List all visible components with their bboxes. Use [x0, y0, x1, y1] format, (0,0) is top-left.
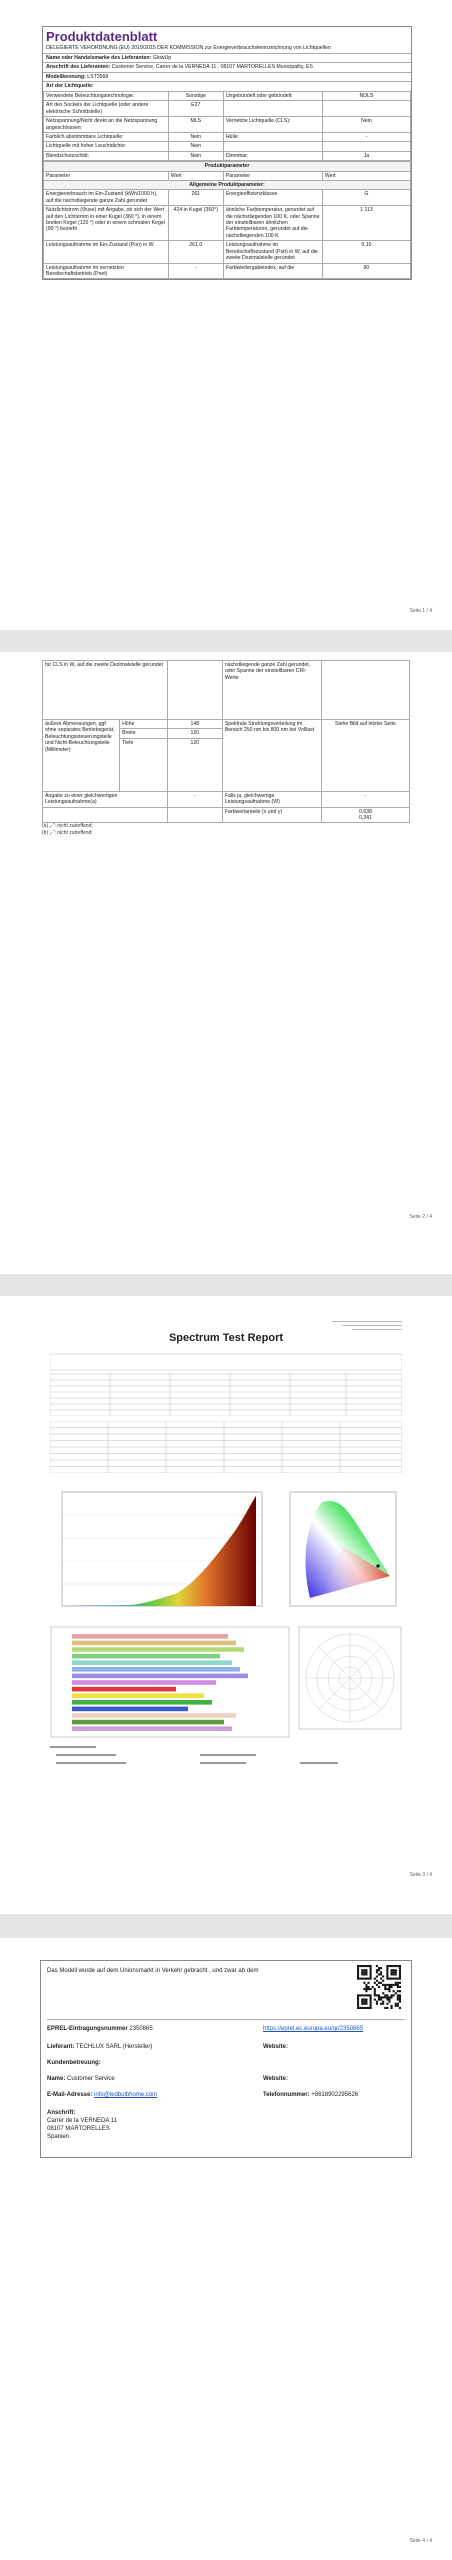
dim-width-label: Breite	[120, 729, 168, 738]
page-title: Produktdatenblatt	[46, 29, 158, 44]
page-number-2: Seite 2 / 4	[409, 1214, 432, 1220]
equiv-value: -	[167, 791, 222, 807]
polar-distribution-chart	[298, 1626, 402, 1730]
cell-a: Nutzlichtstrom (Φuse) mit Angabe, ob sich der Wert auf den Lichtstrom in einer Kugel (360 °), in einem breiten Kegel (120 °) oder in einem schmalen Kegel (90 °) bezieht	[44, 206, 169, 241]
cell-d: Ja	[322, 151, 410, 160]
website2-label: Website:	[263, 2076, 288, 2082]
spectrum-and-cie	[50, 1486, 402, 1616]
table-row	[44, 91, 411, 100]
lieferant-line: Lieferant: TECHLUX SARL (Hersteller)	[47, 2044, 153, 2050]
cri-bar	[72, 1713, 236, 1718]
chroma-x: 0,638	[358, 808, 372, 815]
page-number-3: Seite 3 / 4	[409, 1872, 432, 1878]
cell-c: ähnliche Farbtemperatur, gerundet auf die nächstliegenden 100 K, oder Spanne der einstellbaren ähnlichen Farbtemperaturen, gerundet auf die nächstliegenden 100 K	[223, 206, 322, 241]
cri-label: nächstliegende ganze Zahl gerundet, oder Spanne der einstellbaren CRI-Werte	[222, 661, 321, 720]
light-source-table	[43, 91, 411, 161]
datasheet-box	[42, 26, 412, 280]
cell-b: 424 in Kugel (360°)	[168, 206, 223, 241]
website-label: Website:	[263, 2044, 288, 2050]
page-4	[0, 1938, 452, 2560]
cell-b: Nein	[168, 142, 223, 151]
chroma-label: Farbwertanteile (x und y)	[222, 807, 321, 823]
cri-and-polar	[50, 1626, 402, 1738]
cell-b: Nein	[168, 133, 223, 142]
cell-c: Leistungsaufnahme im Bereitschaftszustand (Psb) in W, auf die zweite Dezimalstelle gerundet	[223, 241, 322, 263]
spectral-value: Siehe Bild auf letzter Seite	[321, 720, 409, 792]
email-link[interactable]: info@ledbulbhome.com	[94, 2092, 158, 2098]
cell-b: MLS	[168, 117, 223, 133]
dim-height-label: Höhe	[120, 720, 168, 729]
cell-a: Energieverbrauch im Ein-Zustand (kWh/1000 h), auf die nächstliegende ganze Zahl gerundet	[44, 190, 169, 206]
dim-width-value: 120	[167, 729, 222, 738]
cri-bar	[72, 1726, 232, 1731]
cri-bar	[72, 1707, 188, 1712]
cell-a: Leistungsaufnahme im vernetzten Bereitschaftsbetrieb (Pnet)	[44, 263, 169, 279]
address-block: Anschrift: Carrer de la VERNEDA 11 08107 MARTORELLES Spanien	[47, 2110, 117, 2140]
customer-name-line: Name: Customer Service	[47, 2076, 115, 2082]
cell-d	[322, 101, 410, 117]
param-header-b: Wert	[168, 171, 223, 180]
cell-c: Dimmbar:	[223, 151, 322, 160]
continued-table	[42, 660, 410, 823]
cell-d: 90	[322, 263, 410, 279]
spectrum-report	[50, 1318, 402, 1779]
allgemeine-heading: Allgemeine Produktparameter:	[44, 181, 411, 190]
dim-depth-value: 120	[167, 738, 222, 791]
table-row	[44, 151, 411, 160]
cri-bar	[72, 1660, 232, 1665]
cell-c: Hülle:	[223, 133, 322, 142]
light-source-type-label: Art der Lichtquelle:	[43, 81, 411, 91]
cri-bar	[72, 1667, 240, 1672]
cell-a: Art des Sockels der Lichtquelle (oder andere elektrische Schnittstelle)	[44, 101, 169, 117]
email-line: E-Mail-Adresse: info@ledbulbhome.com	[47, 2092, 158, 2098]
cri-bar	[72, 1680, 216, 1685]
cri-bar	[72, 1634, 228, 1639]
table-row	[44, 263, 411, 279]
cell-b: E27	[168, 101, 223, 117]
chroma-values	[321, 807, 409, 823]
cell-a: Verwendete Beleuchtungstechnologie:	[44, 91, 169, 100]
param-header-d: Wert	[322, 171, 410, 180]
table-row	[44, 101, 411, 117]
datasheet-box-2	[42, 660, 410, 837]
equiv2-label: Falls ja, gleichwertige Leistungsaufnahme (W)	[222, 791, 321, 807]
report-title: Spectrum Test Report	[168, 1332, 284, 1344]
info-box	[40, 1960, 412, 2158]
page-1	[0, 0, 452, 630]
cell-b: -	[168, 263, 223, 279]
cri-bar-chart	[50, 1626, 290, 1738]
produktparameter-heading: Produktparameter	[44, 162, 411, 171]
table-row	[44, 206, 411, 241]
footnote-b: (b) „-“: nicht zutreffend;	[42, 830, 93, 837]
table-row	[44, 142, 411, 151]
cri-bar	[72, 1720, 224, 1725]
table-row	[44, 190, 411, 206]
table-row	[44, 117, 411, 133]
cell-d: G	[322, 190, 410, 206]
cell-d: -	[322, 133, 410, 142]
spectral-distribution-chart	[50, 1486, 270, 1616]
cls-standby-label: für CLS in W, auf die zweite Dezimalstelle gerundet	[43, 661, 168, 720]
cri-bar	[72, 1641, 236, 1646]
regulation-text: DELEGIERTE VERORDNUNG (EU) 2019/2015 DER KOMMISSION zur Energieverbrauchskennzeichnung von Lichtquellen	[46, 45, 331, 51]
report-measurements-table	[50, 1421, 402, 1473]
cri-bar	[72, 1687, 176, 1692]
cell-d: 0,10	[322, 241, 410, 263]
cell-a: Blendschutzschild:	[44, 151, 169, 160]
cell-b: 261,0	[168, 241, 223, 263]
cell-d: Nein	[322, 117, 410, 133]
cell-c: Vernetzte Lichtquelle (CLS):	[223, 117, 322, 133]
cell-c: Farbwiedergabeindex, auf die	[223, 263, 322, 279]
page-2	[0, 652, 452, 1274]
cell-b: 261	[168, 190, 223, 206]
chroma-y: 0,341	[358, 815, 372, 822]
footnote-a: (a) „-“: nicht zutreffend;	[42, 823, 93, 830]
cell-b: Nein	[168, 151, 223, 160]
equiv-label: Angabe zu einer gleichwertigen Leistungsaufnahme(a)	[43, 791, 168, 807]
dim-depth-label: Tiefe	[120, 738, 168, 791]
intro-text: Das Modell wurde auf dem Unionsmarkt in Verkehr gebracht , und zwar ab dem	[47, 1968, 259, 1974]
cri-bar	[72, 1700, 212, 1705]
equiv2-value: -	[321, 791, 409, 807]
table-row	[44, 133, 411, 142]
cell-a: Netzspannung/Nicht direkt an die Netzspannung angeschlossen:	[44, 117, 169, 133]
cell-c: Ungebündelt oder gebündelt:	[223, 91, 322, 100]
cie-chromaticity-chart	[282, 1486, 402, 1616]
table-row	[44, 241, 411, 263]
cell-d	[322, 142, 410, 151]
eprel-link[interactable]: https://eprel.ec.europa.eu/qr/2350865	[263, 2026, 364, 2032]
instrument-status-block	[50, 1744, 402, 1774]
qr-code[interactable]	[357, 1965, 401, 2009]
report-header-lines	[50, 1318, 402, 1330]
param-header-c: Parameter	[223, 171, 322, 180]
param-table	[43, 161, 411, 279]
phone-line: Telefonnummer: +8618902295626	[263, 2092, 359, 2098]
model-line: Modellkennung: LST3568	[43, 72, 411, 82]
eprel-line: EPREL-Eintragungsnummer 2350865	[47, 2026, 153, 2032]
page-number-4: Seite 4 / 4	[409, 2538, 432, 2544]
page-3	[0, 1296, 452, 1914]
cell-a: Farblich abstimmbare Lichtquelle:	[44, 133, 169, 142]
param-header-a: Parameter	[44, 171, 169, 180]
page-number: Seite 1 / 4	[409, 608, 432, 614]
dims-label: äußere Abmessungen, ggf. ohne separates Betriebsgerät, Beleuchtungssteuerungsteile und Nicht-Beleuchtungsteile (Millimeter)	[43, 720, 120, 792]
cell-d: 1 113	[322, 206, 410, 241]
supplier-name-line: Name oder Handelsmarke des Lieferanten: GlowUp	[43, 53, 411, 63]
cri-bar	[72, 1693, 204, 1698]
dim-height-value: 148	[167, 720, 222, 729]
spectral-label: Spektrale Strahlungsverteilung im Bereich 250 nm bis 800 nm bei Volllast	[222, 720, 321, 792]
cell-c	[223, 142, 322, 151]
cell-b: Sonstige	[168, 91, 223, 100]
cri-bar	[72, 1674, 248, 1679]
cell-a: Leistungsaufnahme im Ein-Zustand (Pon) in W	[44, 241, 169, 263]
cell-c	[223, 101, 322, 117]
kundenbetreuung-label: Kundenbetreuung:	[47, 2060, 101, 2066]
cell-a: Lichtquelle mit hoher Leuchtdichte:	[44, 142, 169, 151]
report-parameter-block	[50, 1352, 402, 1416]
cri-bar	[72, 1654, 220, 1659]
cell-d: NDLS	[322, 91, 410, 100]
cell-c: Energieeffizienzklasse	[223, 190, 322, 206]
cri-bar	[72, 1647, 244, 1652]
supplier-address-line: Anschrift des Lieferanten: Customer Service, Carrer de la VERNEDA 11 , 08107 MARTORELLES Municipality, ES	[43, 62, 411, 72]
